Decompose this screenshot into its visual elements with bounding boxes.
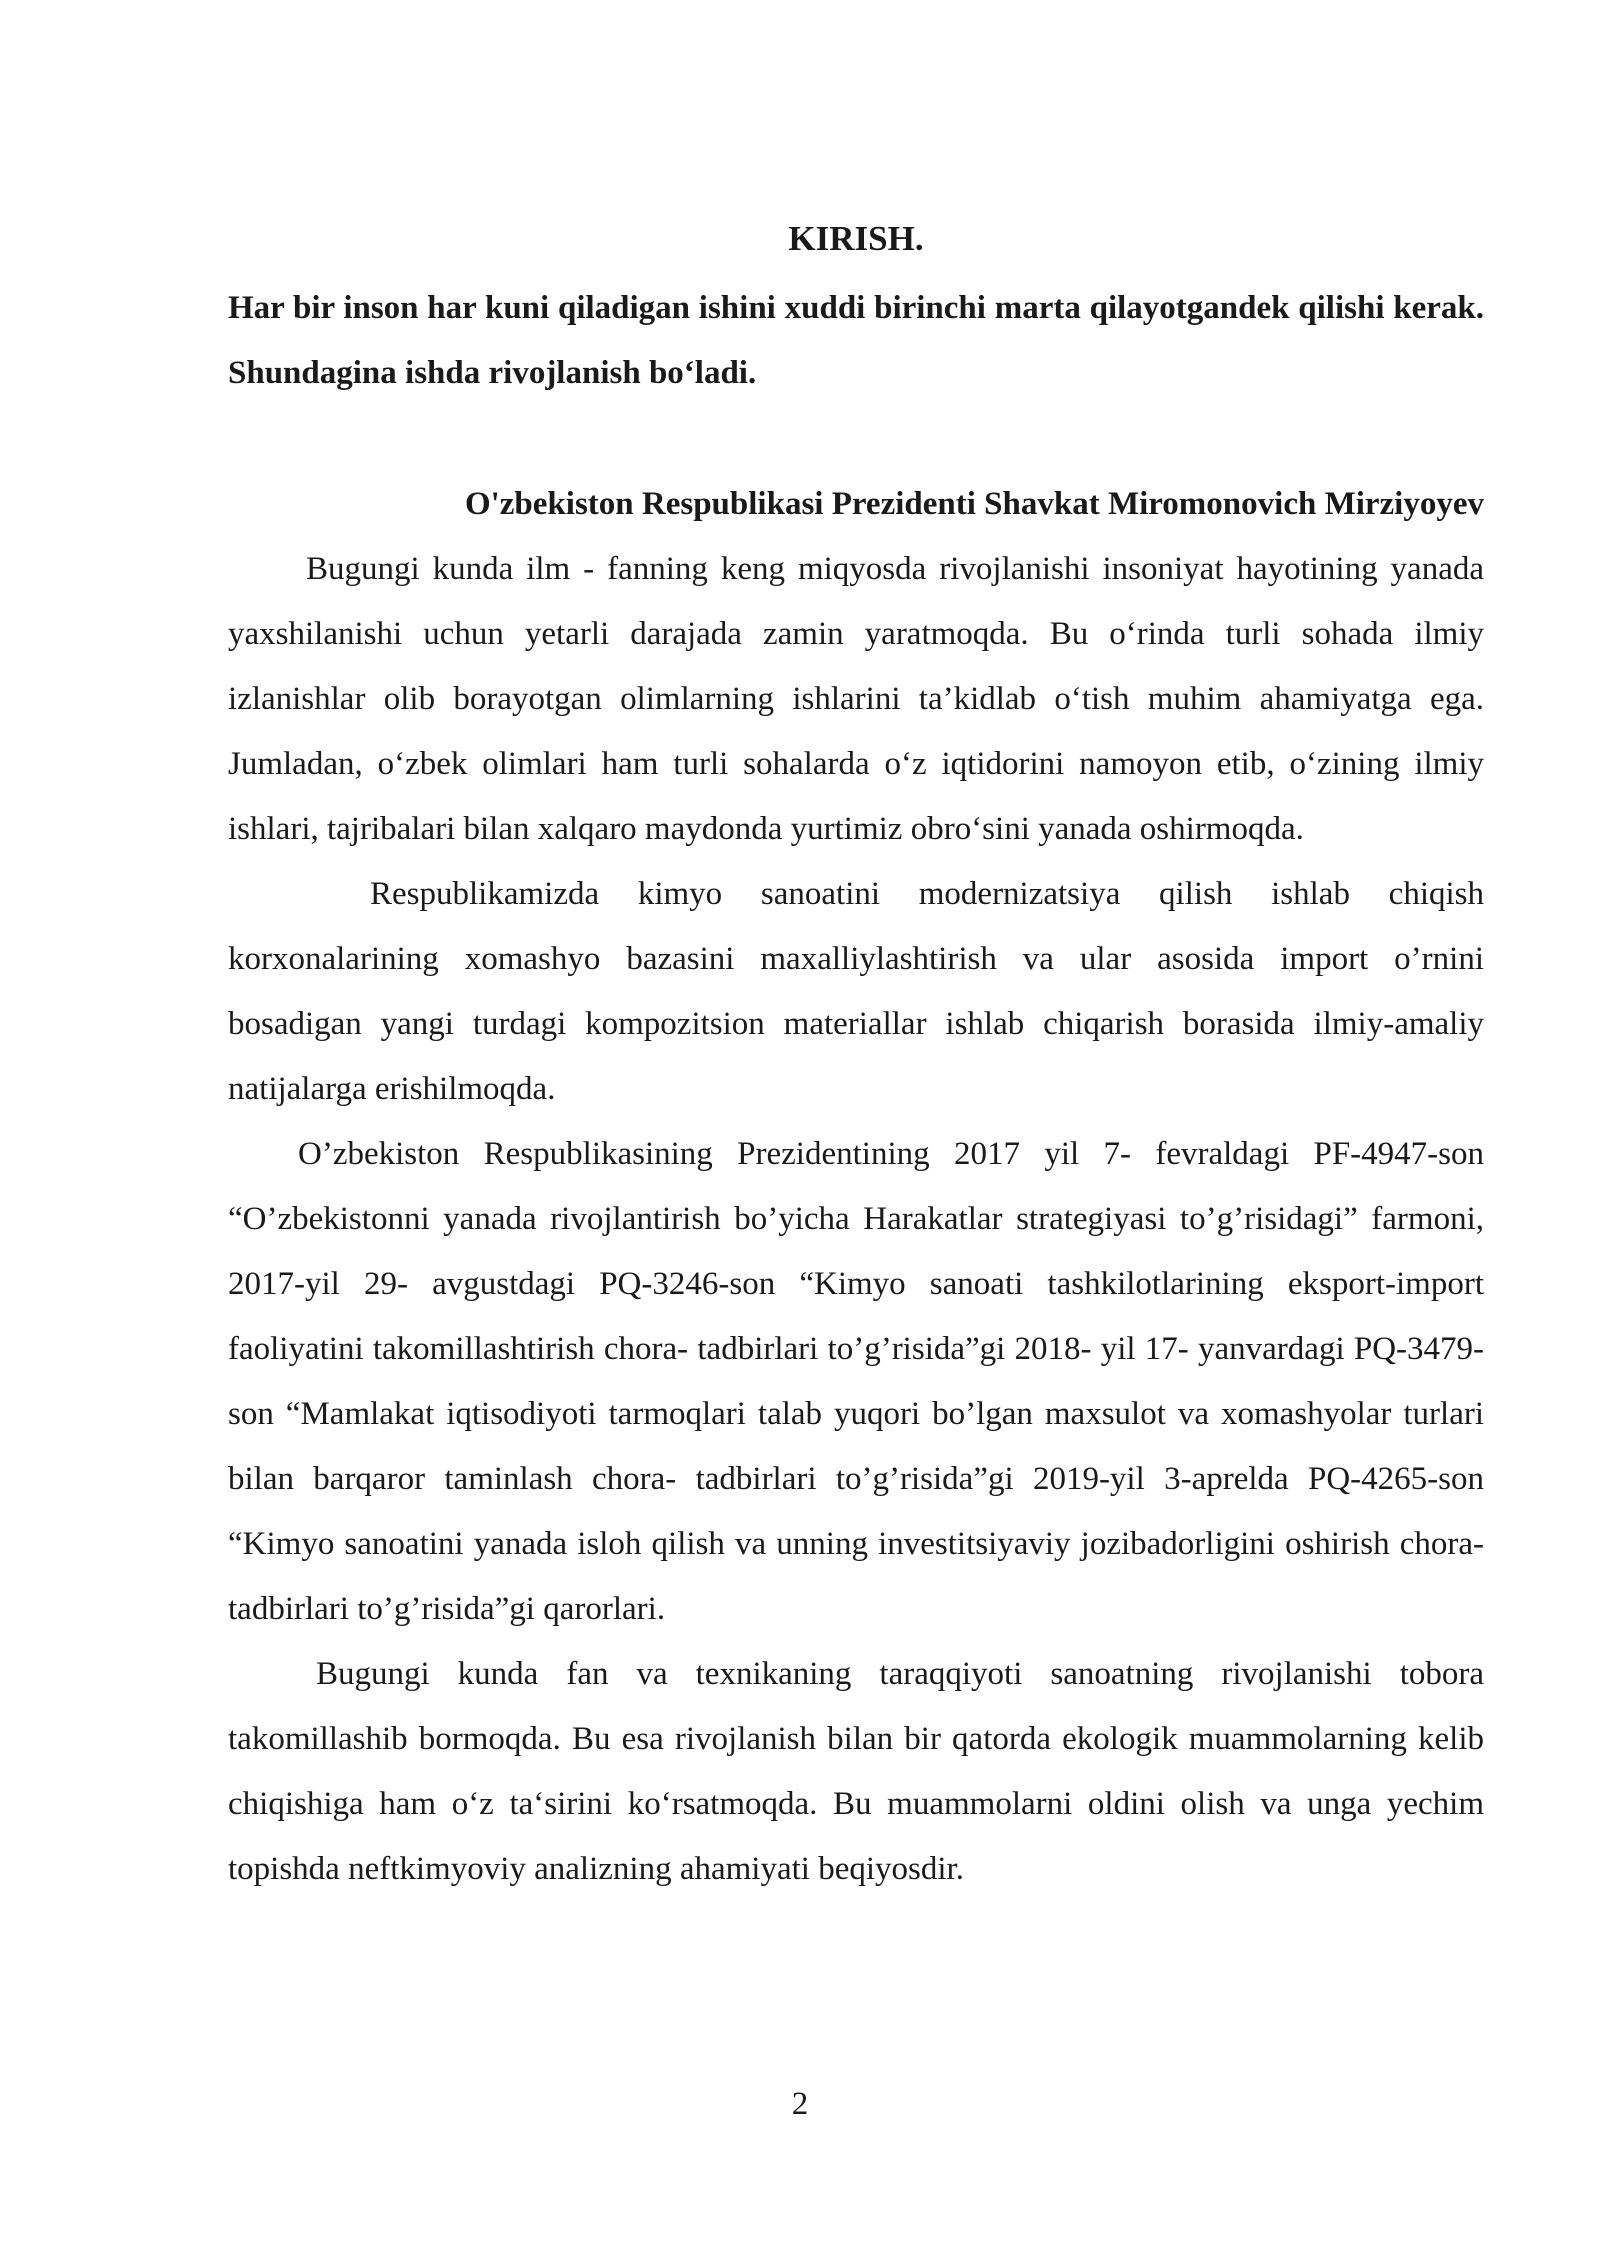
epigraph-quote: Har bir inson har kuni qiladigan ishini xuddi birinchi marta qilayotgandek qilishi kerak. Shundagina ishda rivojlanish boʻladi.	[228, 290, 1484, 391]
paragraph: Bugungi kunda fan va texnikaning taraqqiyoti sanoatning rivojlanishi tobora takomillashib bormoqda. Bu esa rivojlanish bilan bir qatorda ekologik muammolarning kelib chiqishiga ham oʻz taʻsirini koʻrsatmoqda. Bu muammolarni oldini olish va unga yechim topishda neftkimyoviy analizning ahamiyati beqiyosdir.	[228, 1656, 1484, 1887]
section-title: KIRISH.	[788, 219, 924, 258]
paragraph: Bugungi kunda ilm - fanning keng miqyosda rivojlanishi insoniyat hayotining yanada yaxshilanishi uchun yetarli darajada zamin yaratmoqda. Bu oʻrinda turli sohada ilmiy izlanishlar olib borayotgan olimlarning ishlarini ta’kidlab oʻtish muhim ahamiyatga ega. Jumladan, oʻzbek olimlari ham turli sohalarda oʻz iqtidorini namoyon etib, oʻzining ilmiy ishlari, tajribalari bilan xalqaro maydonda yurtimiz obroʻsini yanada oshirmoqda.	[228, 551, 1484, 847]
epigraph-author: O'zbekiston Respublikasi Prezidenti Shavkat Miromonovich Mirziyoyev	[464, 486, 1484, 522]
document-page	[228, 212, 1484, 1902]
paragraph: O’zbekiston Respublikasining Prezidentining 2017 yil 7- fevraldagi PF-4947-son “O’zbekistonni yanada rivojlantirish bo’yicha Harakatlar strategiyasi to’g’risidagi” farmoni, 2017-yil 29- avgustdagi PQ-3246-son “Kimyo sanoati tashkilotlarining eksport-import faoliyatini takomillashtirish chora- tadbirlari to’g’risida”gi 2018- yil 17- yanvardagi PQ-3479-son “Mamlakat iqtisodiyoti tarmoqlari talab yuqori bo’lgan maxsulot va xomashyolar turlari bilan barqaror taminlash chora- tadbirlari to’g’risida”gi 2019-yil 3-aprelda PQ-4265-son “Kimyo sanoatini yanada isloh qilish va unning investitsiyaviy jozibadorligini oshirish chora- tadbirlari to’g’risida”gi qarorlari.	[228, 1136, 1484, 1627]
page-number: 2	[791, 2086, 809, 2122]
paragraph: Respublikamizda kimyo sanoatini modernizatsiya qilish ishlab chiqish korxonalarining xomashyo bazasini maxalliylashtirish va ular asosida import o’rnini bosadigan yangi turdagi kompozitsion materiallar ishlab chiqarish borasida ilmiy-amaliy natijalarga erishilmoqda.	[228, 876, 1484, 1107]
